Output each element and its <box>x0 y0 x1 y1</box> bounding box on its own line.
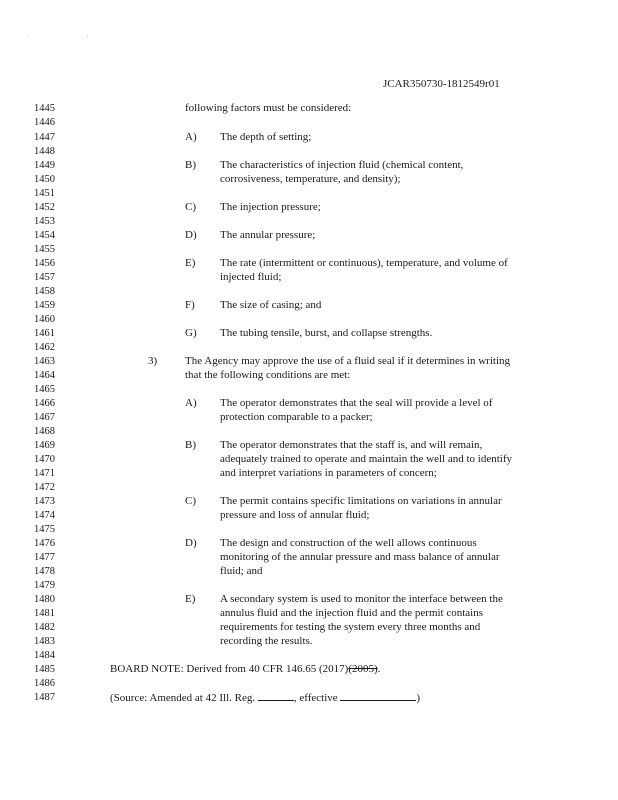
factor-text: The injection pressure; <box>220 201 321 213</box>
condition-text: The operator demonstrates that the staff is, and will remain, <box>220 439 483 451</box>
item-text: The Agency may approve the use of a fluid seal if it determines in writing <box>185 355 511 367</box>
source-end: ) <box>416 692 421 704</box>
line-number: 1445 <box>34 103 55 114</box>
condition-text: annulus fluid and the injection fluid and the permit contains <box>220 607 484 619</box>
condition-text: A secondary system is used to monitor the interface between the <box>220 593 503 605</box>
line-number: 1470 <box>34 454 55 465</box>
line-number: 1458 <box>34 286 55 297</box>
condition-text: monitoring of the annular pressure and mass balance of annular <box>220 551 500 563</box>
item-text: that the following conditions are met: <box>185 369 351 381</box>
condition-label: C) <box>185 495 196 507</box>
line-number: 1466 <box>34 398 55 409</box>
line-number: 1455 <box>34 244 55 255</box>
line-number: 1450 <box>34 174 55 185</box>
line-number: 1483 <box>34 636 55 647</box>
factor-text: corrosiveness, temperature, and density); <box>220 173 401 185</box>
item-label: 3) <box>148 355 158 367</box>
line-number: 1475 <box>34 524 55 535</box>
condition-label: A) <box>185 397 197 409</box>
line-number: 1471 <box>34 468 55 479</box>
scan-specks: · · <box>26 33 117 41</box>
factor-text: The tubing tensile, burst, and collapse strengths. <box>220 327 433 339</box>
condition-label: E) <box>185 593 196 605</box>
line-number: 1473 <box>34 496 55 507</box>
condition-text: The design and construction of the well allows continuous <box>220 537 477 549</box>
line-number: 1460 <box>34 314 55 325</box>
factor-label: A) <box>185 131 197 143</box>
line-number: 1480 <box>34 594 55 605</box>
factor-text: The characteristics of injection fluid (chemical content, <box>220 159 464 171</box>
line-number: 1486 <box>34 678 55 689</box>
factor-text: The depth of setting; <box>220 131 312 143</box>
reg-blank <box>258 690 294 701</box>
line-number: 1451 <box>34 188 55 199</box>
factor-text: The rate (intermittent or continuous), temperature, and volume of <box>220 257 508 269</box>
factor-text: injected fluid; <box>220 271 282 283</box>
line-number: 1476 <box>34 538 55 549</box>
board-note-struck: (2005) <box>348 663 378 675</box>
line-number: 1452 <box>34 202 55 213</box>
line-number: 1457 <box>34 272 55 283</box>
condition-text: pressure and loss of annular fluid; <box>220 509 370 521</box>
line-number: 1454 <box>34 230 55 241</box>
line-number: 1464 <box>34 370 55 381</box>
line-number: 1468 <box>34 426 55 437</box>
factor-label: F) <box>185 299 195 311</box>
source-mid: , effective <box>293 692 341 704</box>
factor-label: C) <box>185 201 196 213</box>
line-number: 1474 <box>34 510 55 521</box>
line-number: 1478 <box>34 566 55 577</box>
source-line <box>110 690 420 706</box>
factor-label: G) <box>185 327 197 339</box>
line-number: 1449 <box>34 160 55 171</box>
condition-text: recording the results. <box>220 635 313 647</box>
condition-label: B) <box>185 439 196 451</box>
line-number: 1487 <box>34 692 55 703</box>
factor-label: D) <box>185 229 197 241</box>
board-note-tail: . <box>377 663 381 675</box>
effective-blank <box>340 690 416 701</box>
document-id: JCAR350730-1812549r01 <box>383 78 500 90</box>
factor-label: B) <box>185 159 196 171</box>
factor-text: The annular pressure; <box>220 229 316 241</box>
line-number: 1484 <box>34 650 55 661</box>
board-note-text: BOARD NOTE: Derived from 40 CFR 146.65 (2017) <box>110 663 349 675</box>
line-number: 1448 <box>34 146 55 157</box>
intro-line: following factors must be considered: <box>185 102 352 114</box>
line-number: 1446 <box>34 117 55 128</box>
condition-label: D) <box>185 537 197 549</box>
line-number: 1463 <box>34 356 55 367</box>
condition-text: protection comparable to a packer; <box>220 411 373 423</box>
line-number: 1477 <box>34 552 55 563</box>
line-number: 1467 <box>34 412 55 423</box>
line-number: 1461 <box>34 328 55 339</box>
condition-text: requirements for testing the system every three months and <box>220 621 481 633</box>
line-number: 1479 <box>34 580 55 591</box>
source-start: (Source: Amended at 42 Ill. Reg. <box>110 692 258 704</box>
condition-text: fluid; and <box>220 565 263 577</box>
line-number: 1453 <box>34 216 55 227</box>
line-number: 1456 <box>34 258 55 269</box>
line-number: 1482 <box>34 622 55 633</box>
line-number: 1462 <box>34 342 55 353</box>
line-number: 1447 <box>34 132 55 143</box>
line-number: 1469 <box>34 440 55 451</box>
line-number: 1481 <box>34 608 55 619</box>
line-number: 1485 <box>34 664 55 675</box>
condition-text: and interpret variations in parameters of concern; <box>220 467 437 479</box>
line-number: 1472 <box>34 482 55 493</box>
line-number: 1465 <box>34 384 55 395</box>
factor-label: E) <box>185 257 196 269</box>
line-number: 1459 <box>34 300 55 311</box>
condition-text: The permit contains specific limitations on variations in annular <box>220 495 502 507</box>
condition-text: adequately trained to operate and maintain the well and to identify <box>220 453 513 465</box>
board-note <box>110 662 380 677</box>
condition-text: The operator demonstrates that the seal will provide a level of <box>220 397 493 409</box>
factor-text: The size of casing; and <box>220 299 322 311</box>
